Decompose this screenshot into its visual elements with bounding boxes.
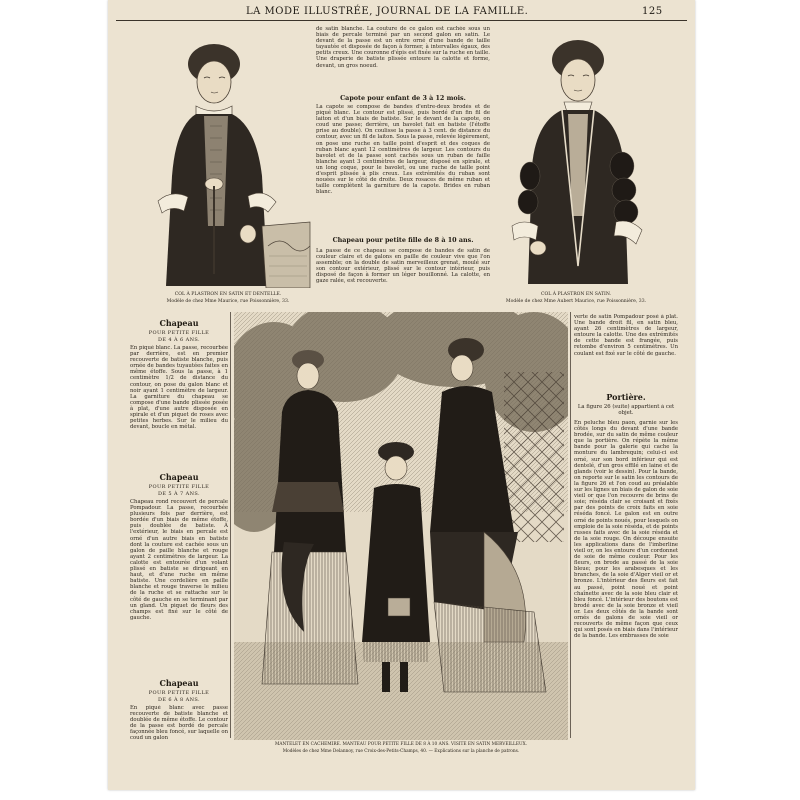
right-portrait-engraving (494, 26, 658, 284)
header-rule (116, 20, 687, 21)
chapeau-8-10-heading: Chapeau pour petite fille de 8 à 10 ans. (332, 236, 474, 244)
running-title: LA MODE ILLUSTRÉE, JOURNAL DE LA FAMILLE. (246, 6, 529, 17)
chapeau-8-10-paragraph: La passe de ce chapeau se compose de bandes de satin de couleur claire et de galons en paille de couleur vive que l'on assemble; on la double de satin merveilleux grenat, moulé sur son contour extérieur, plissé sur le contour intérieur, puis disposé de façon à former un léger bouillonné. La calotte, en gaze ralée, est recouverte. (316, 248, 490, 285)
chapeau-5-7-sub2: DE 5 À 7 ANS. (157, 491, 200, 497)
chapeau-5-7-heading: Chapeau (159, 472, 199, 482)
journal-page (108, 0, 695, 790)
main-fashion-engraving (234, 312, 568, 740)
portiere-heading: Portière. (606, 392, 646, 402)
portiere-subtitle: La figure 26 (suite) appartient à cet objet. (577, 404, 675, 417)
chapeau-6-8-sub2: DE 6 À 8 ANS. (157, 697, 200, 703)
right-column-rule (570, 312, 571, 738)
main-figure-credit: Modèles de chez Mme Delannoy, rue Croix-des-Petits-Champs, 40. — Explications sur la planche de patrons. (282, 749, 520, 754)
chapeau-4-6-paragraph: En piqué blanc. La passe, recourbée par derrière, est en premier recouverte de batiste blanche, puis ornée de bandes tuyautées faites en même étoffe. Sous la passe, à 1 centimètre 1/2 de distance du contour, on pose du galon blanc et noir ayant 1 centimètre de largeur. La garniture du chapeau se compose d'une bande plissée posée à plat, d'une autre disposée en spirale et d'un piquet de roses avec petites herbes. Sur le milieu du devant, boucle en métal. (130, 345, 228, 431)
main-figure-caption: MANTELET EN CACHEMIRE. MANTEAU POUR PETITE FILLE DE 8 À 10 ANS. VISITE EN SATIN MERVEILLEUX. (274, 742, 528, 747)
capote-heading: Capote pour enfant de 3 à 12 mois. (340, 94, 466, 102)
chapeau-6-8-paragraph: En piqué blanc avec passe recouverte de batiste blanche et doublée de même étoffe. Le contour de la passe est bordé de percale façonnée bleu foncé, sur laquelle on coud un galon (130, 705, 228, 742)
capote-paragraph: La capote se compose de bandes d'entre-deux brodés et de piqué blanc. Le contour est plissé, puis bordé d'un fin fil de laiton et d'un biais de batiste. Sur le devant de la capote, on coud une passe; derrière, un bavolet fait en batiste (l'étoffe prise au double). On coulisse la passe à 3 cent. de distance du contour, avec un fil de laiton. Sous la passe, relevée légèrement, on pose une ruche en taille point d'esprit et des coques de ruban blanc ayant 12 centimètres de largeur. Les contours du bavolet et de la passe sont cachés sous un ruban de faille blanche ayant 3 centimètres de largeur, disposé en spirale, et un long coque, pour le bavolet, ou une ruche de taille point d'esprit plissée à plis creux. Les extrémités du ruban sont nouées sur le côté de droite. Deux rosaces de même ruban et taille complètent la garniture de la capote. Brides en ruban blanc. (316, 104, 490, 196)
left-portrait-engraving (144, 26, 312, 288)
portiere-paragraph: En peluche bleu paon, garnie sur les côtés longs du devant d'une bande brodée, sur du satin de même couleur que la portière. On répète la même bande pour la galerie qui cache la monture du lambrequin; celui-ci est orné, sur son bord inférieur qui est dentelé, d'un gros effilé en laine et de glands (voir le dessin). Pour la bande, on reporte sur le satin les contours de la figure 26 et l'on coud au préalable sur les lignes un biais de galon de soie vieil or que l'on recouvre de brins de soie; réséda clair se croisant et fixés par des points de croix faits en soie réséda foncé. Le galon est en outre orné de points noués, pour lesquels on emploie de la soie réséda, et de points russes faits avec de la soie réséda et de la soie rouge. On découpe ensuite les applications dans de l'imberline vieil or, on les entoure d'un cordonnet de soie de même couleur. Pour les fleurs, on brode au passé de la soie bleue; pour les arabesques et les branches, de la soie d'Alger vieil or et bronze. L'intérieur des fleurs est fait au passé, point noué et point chaînette avec de la soie bleu clair et bleu foncé. L'intérieur des boutons est brodé avec de la soie bronze et vieil or. Les deux côtés de la bande sont ornés de galons de soie vieil or recouverts de même façon que ceux qui sont posés en biais dans l'intérieur de la bande. Les embrasses de soie (574, 420, 678, 640)
left-figure-credit: Modèle de chez Mme Maurice, rue Poissonnière, 33. (166, 299, 290, 304)
chapeau-6-8-heading: Chapeau (159, 678, 199, 688)
center-intro-paragraph: de satin blanche. La couture de ce galon est cachée sous un biais de percale terminé par un second galon en satin. Le devant de la passe est un entre orné d'une bande de taille tayautée et disposée de façon à former, à intervalles égaux, des petits creux. Une couronne d'épis est fixée sur la ruche en taille. Une draperie de batiste plissée entoure la calotte et forme, devant, un gros noeud. (316, 26, 490, 69)
chapeau-4-6-sub1: POUR PETITE FILLE (148, 330, 210, 336)
chapeau-5-7-paragraph: Chapeau rond recouvert de percale Pompadour. La passe, recourbée plusieurs fois par derrière, est bordée d'un biais de même étoffe, puis doublée de batiste. À l'extérieur, le biais en percale est orné d'un autre biais en batiste dont la couture est cachée sous un galon de paille blanche et rouge ayant 2 centimètres de largeur. La calotte est entourée d'un volant plissé en batiste se dirigeant en haut, et d'une ruche en même batiste. Une cordelière en paille blanche et rouge traverse le milieu de la ruche et se rattache sur le côté de gauche en se terminant par un gland. Un piquet de fleurs des champs est fixé sur le côté de gauche. (130, 499, 228, 621)
right-intro-paragraph: verte de satin Pompadour posé à plat. Une bande droit fil, en satin bleu, ayant 26 centimètres de largeur, entoure la calotte. Une des extrémités de cette bande est frangée, puis retombe d'environ 5 centimètres. Un coulant est fixé sur le côté de gauche. (574, 314, 678, 357)
chapeau-4-6-heading: Chapeau (159, 318, 199, 328)
right-figure-credit: Modèle de chez Mme Aubert Maurice, rue Poissonnière, 33. (505, 299, 647, 304)
chapeau-4-6-sub2: DE 4 À 6 ANS. (157, 337, 200, 343)
right-figure-caption: COL À PLASTRON EN SATIN. (540, 292, 612, 297)
left-column-rule (230, 312, 231, 738)
page-number: 125 (642, 6, 663, 17)
chapeau-5-7-sub1: POUR PETITE FILLE (148, 484, 210, 490)
left-figure-caption: COL À PLASTRON EN SATIN ET DENTELLE. (174, 292, 282, 297)
chapeau-6-8-sub1: POUR PETITE FILLE (148, 690, 210, 696)
